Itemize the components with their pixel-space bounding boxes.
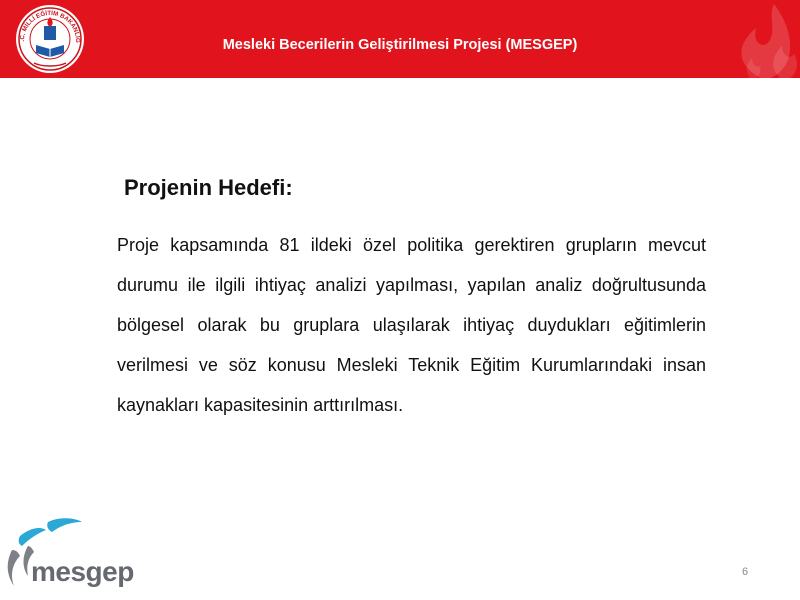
flame-watermark-icon (690, 0, 800, 78)
seal-text: .C. MİLLİ EĞİTİM BAKANLIĞ (18, 9, 82, 43)
body-paragraph: Proje kapsamında 81 ildeki özel politika gerektiren grupların mevcut durumu ile ilgili ihtiyaç analizi yapılması, yapılan analiz doğrultusunda bölgesel olarak bu gruplara ulaşılarak ihtiyaç duydukları eğitimlerin verilmesi ve söz konusu Mesleki Teknik Eğitim Kurumlarındaki insan kaynakları kapasitesinin arttırılması. (117, 235, 706, 415)
slide-header (0, 0, 800, 78)
logo-text: mesgep (31, 556, 134, 587)
header-title: Mesleki Becerilerin Geliştirilmesi Projesi (MESGEP) (222, 37, 578, 53)
mesgep-logo (0, 516, 150, 596)
section-heading: Projenin Hedefi: (124, 175, 293, 200)
page-number: 6 (742, 566, 749, 578)
